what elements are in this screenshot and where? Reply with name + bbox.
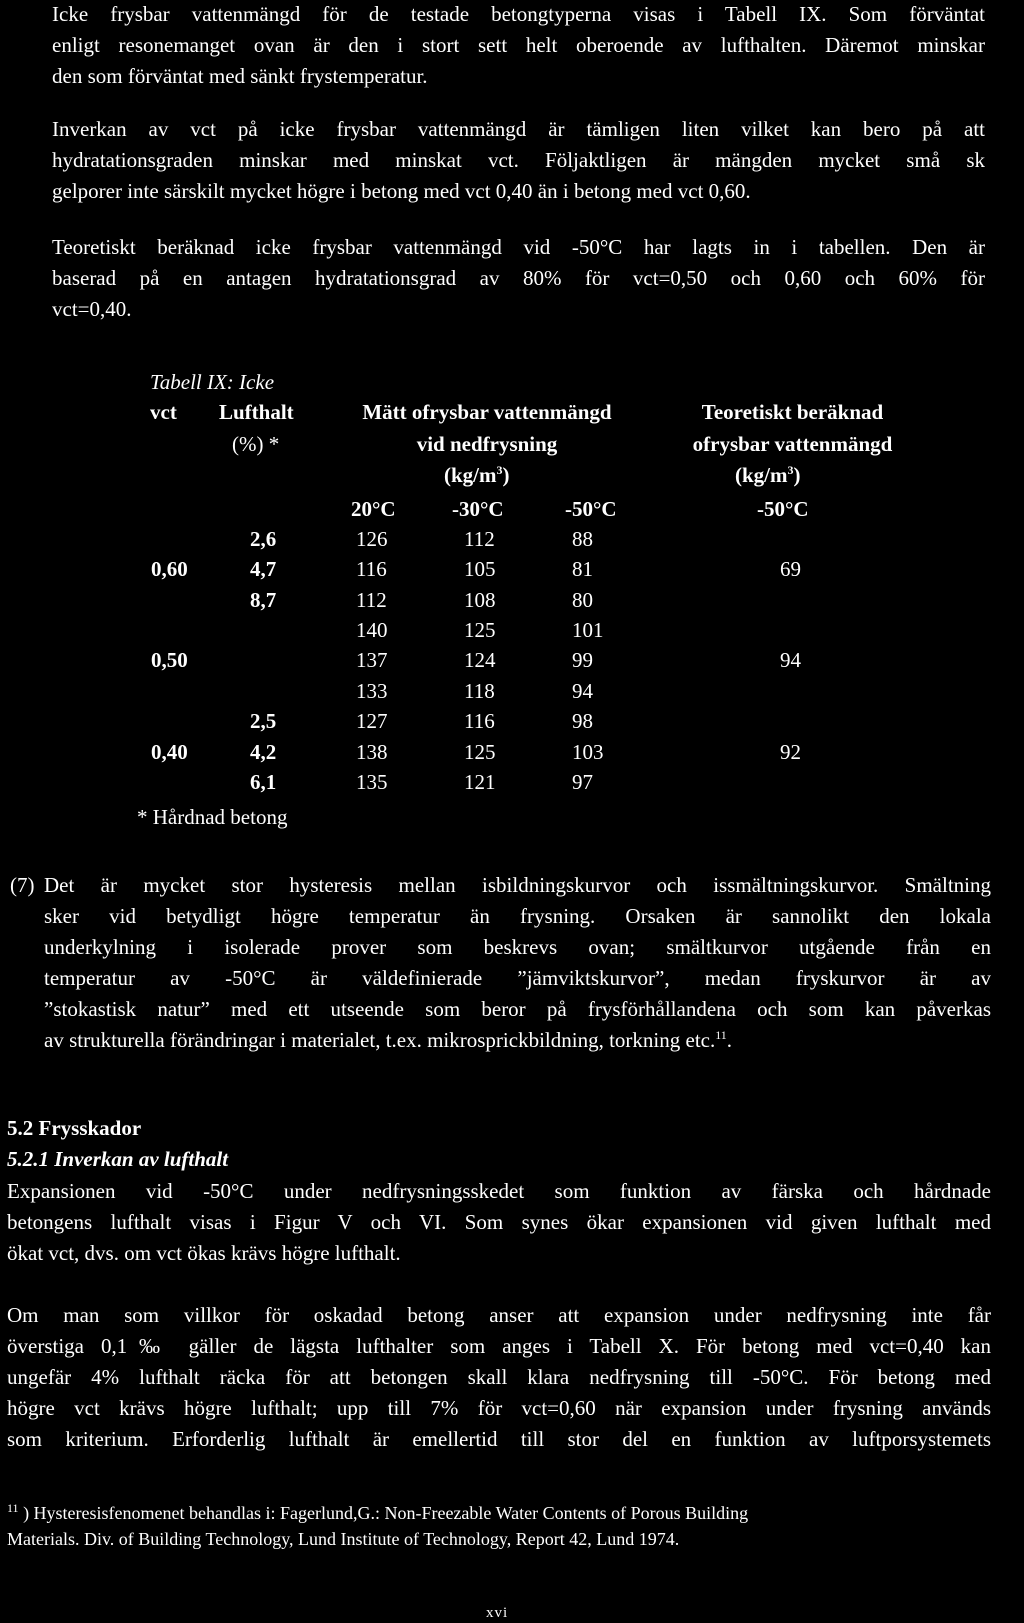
cell-vct: 0,60 xyxy=(151,557,188,581)
cell-20c: 137 xyxy=(356,648,388,672)
table-caption: Tabell IX: Icke xyxy=(150,370,275,394)
paragraph-2 xyxy=(52,114,985,207)
cell-minus-50c: 97 xyxy=(572,770,593,794)
paragraph-3 xyxy=(52,232,985,325)
header-vct: vct xyxy=(150,400,177,424)
header-lufthalt: Lufthalt xyxy=(219,400,294,424)
cell-minus-30c: 121 xyxy=(464,770,496,794)
paragraph-line: den som förväntat med sänkt frystemperatur. xyxy=(52,64,428,88)
cell-20c: 127 xyxy=(356,709,388,733)
header-theoretical: Teoretiskt beräknad xyxy=(701,400,884,424)
paragraph-line: gelporer inte särskilt mycket högre i betong med vct 0,40 än i betong med vct 0,60. xyxy=(52,179,751,203)
header-measured: Mätt ofrysbar vattenmängd xyxy=(362,400,612,424)
paragraph-line: ”stokastisk natur” med ett utseende som beror på frysförhållandena och som kan påverkas xyxy=(44,997,991,1021)
cell-minus-30c: 112 xyxy=(464,527,495,551)
item-7-text xyxy=(44,870,991,1056)
cell-minus-50c: 88 xyxy=(572,527,593,551)
cell-minus-30c: 124 xyxy=(464,648,496,672)
cell-lufthalt: 2,6 xyxy=(250,527,277,551)
cell-minus-50c: 99 xyxy=(572,648,593,672)
cell-minus-50c: 81 xyxy=(572,557,593,581)
subsection-heading: 5.2.1 Inverkan av lufthalt xyxy=(7,1147,229,1171)
paragraph-line: Inverkan av vct på icke frysbar vattenmängd är tämligen liten vilket kan bero på att xyxy=(52,117,985,141)
cell-minus-30c: 108 xyxy=(464,588,496,612)
cell-vct: 0,40 xyxy=(151,740,188,764)
paragraph-line: Det är mycket stor hysteresis mellan isbildningskurvor och issmältningskurvor. Smältning xyxy=(44,873,991,897)
paragraph-line: ungefär 4% lufthalt räcka för att betongen skall klara nedfrysning till -50°C. För betong med xyxy=(7,1365,991,1389)
cell-minus-30c: 118 xyxy=(464,679,495,703)
cell-minus-50c: 101 xyxy=(572,618,604,642)
paragraph-line: ökat vct, dvs. om vct ökas krävs högre lufthalt. xyxy=(7,1241,401,1265)
footnote-line: $^{11}$ ) Hysteresisfenomenet behandlas i: Fagerlund,G.: Non-Freezable Water Contents of Porous Building xyxy=(7,1501,749,1523)
table-footnote: * Hårdnad betong xyxy=(137,805,288,829)
paragraph-line: hydratationsgraden minskar med minskat vct. Följaktligen är mängden mycket små sk xyxy=(52,148,985,172)
cell-theoretical: 92 xyxy=(780,740,801,764)
page-number: xvi xyxy=(486,1605,509,1621)
cell-minus-50c: 98 xyxy=(572,709,593,733)
cell-vct: 0,50 xyxy=(151,648,188,672)
header-temp-theoretical: -50°C xyxy=(757,497,809,521)
cell-minus-50c: 80 xyxy=(572,588,593,612)
paragraph-line: Expansionen vid -50°C under nedfrysningsskedet som funktion av färska och hårdnade xyxy=(7,1179,991,1203)
item-number: (7) xyxy=(10,873,35,897)
footnote-11 xyxy=(7,1500,748,1552)
cell-20c: 133 xyxy=(356,679,388,703)
header-temp-minus-30: -30°C xyxy=(452,497,504,521)
header-theoretical-sub: ofrysbar vattenmängd xyxy=(692,432,893,456)
paragraph-line: Teoretiskt beräknad icke frysbar vattenmängd vid -50°C har lagts in i tabellen. Den är xyxy=(52,235,985,259)
paragraph-line: underkylning i isolerade prover som beskrevs ovan; smältkurvor utgående från en xyxy=(44,935,991,959)
paragraph-line: vct=0,40. xyxy=(52,297,132,321)
cell-lufthalt: 6,1 xyxy=(250,770,277,794)
cell-20c: 116 xyxy=(356,557,387,581)
cell-20c: 135 xyxy=(356,770,388,794)
cell-minus-30c: 125 xyxy=(464,618,496,642)
paragraph-line: temperatur av -50°C är väldefinierade ”jämviktskurvor”, medan fryskurvor är av xyxy=(44,966,991,990)
footnote-mark: 11 xyxy=(7,1501,19,1515)
section-heading: 5.2 Frysskador xyxy=(7,1116,142,1140)
cell-minus-30c: 105 xyxy=(464,557,496,581)
paragraph-5 xyxy=(7,1300,991,1455)
footnote-ref: 11 xyxy=(715,1028,727,1042)
paragraph-line: som kriterium. Erforderlig lufthalt är emellertid till stor del en funktion av luftporsystemets xyxy=(7,1427,991,1451)
cell-theoretical: 94 xyxy=(780,648,801,672)
cell-lufthalt: 8,7 xyxy=(250,588,277,612)
footnote-line: Materials. Div. of Building Technology, Lund Institute of Technology, Report 42, Lund 1974. xyxy=(7,1529,680,1549)
header-temp-minus-50: -50°C xyxy=(565,497,617,521)
paragraph-4 xyxy=(7,1176,991,1269)
cell-minus-30c: 116 xyxy=(464,709,495,733)
paragraph-line: betongens lufthalt visas i Figur V och VI. Som synes ökar expansionen vid given lufthalt med xyxy=(7,1210,991,1234)
paragraph-line: enligt resonemanget ovan är den i stort sett helt oberoende av lufthalten. Däremot minskar xyxy=(52,33,985,57)
paragraph-line: sker vid betydligt högre temperatur än frysning. Orsaken är sannolikt den lokala xyxy=(44,904,991,928)
paragraph-line: Icke frysbar vattenmängd för de testade betongtyperna visas i Tabell IX. Som förväntat xyxy=(52,2,985,26)
header-temp-20: 20°C xyxy=(351,497,396,521)
cell-lufthalt: 2,5 xyxy=(250,709,277,733)
header-theoretical-unit: $(kg/m^3)$ xyxy=(735,463,801,487)
cell-20c: 112 xyxy=(356,588,387,612)
paragraph-line: överstiga 0,1‰ gäller de lägsta lufthalter som anges i Tabell X. För betong med vct=0,40 kan xyxy=(7,1334,991,1358)
cell-minus-50c: 103 xyxy=(572,740,604,764)
cell-20c: 138 xyxy=(356,740,388,764)
cell-minus-30c: 125 xyxy=(464,740,496,764)
paragraph-line: Om man som villkor för oskadad betong anser att expansion under nedfrysning inte får xyxy=(7,1303,991,1327)
cell-minus-50c: 94 xyxy=(572,679,593,703)
paragraph-line-last: av strukturella förändringar i materialet, t.ex. mikrosprickbildning, torkning etc.$^{11}$. xyxy=(44,1028,733,1052)
cell-lufthalt: 4,2 xyxy=(250,740,277,764)
header-measured-unit: $(kg/m^3)$ xyxy=(444,463,510,487)
header-measured-sub: vid nedfrysning xyxy=(416,432,558,456)
cell-theoretical: 69 xyxy=(780,557,801,581)
cell-lufthalt: 4,7 xyxy=(250,557,277,581)
header-lufthalt-unit: (%) * xyxy=(232,432,280,456)
paragraph-line: högre vct krävs högre lufthalt; upp till 7% för vct=0,60 när expansion under frysning används xyxy=(7,1396,991,1420)
cell-20c: 140 xyxy=(356,618,388,642)
paragraph-1 xyxy=(52,0,985,92)
paragraph-line: baserad på en antagen hydratationsgrad av 80% för vct=0,50 och 0,60 och 60% för xyxy=(52,266,985,290)
cell-20c: 126 xyxy=(356,527,388,551)
